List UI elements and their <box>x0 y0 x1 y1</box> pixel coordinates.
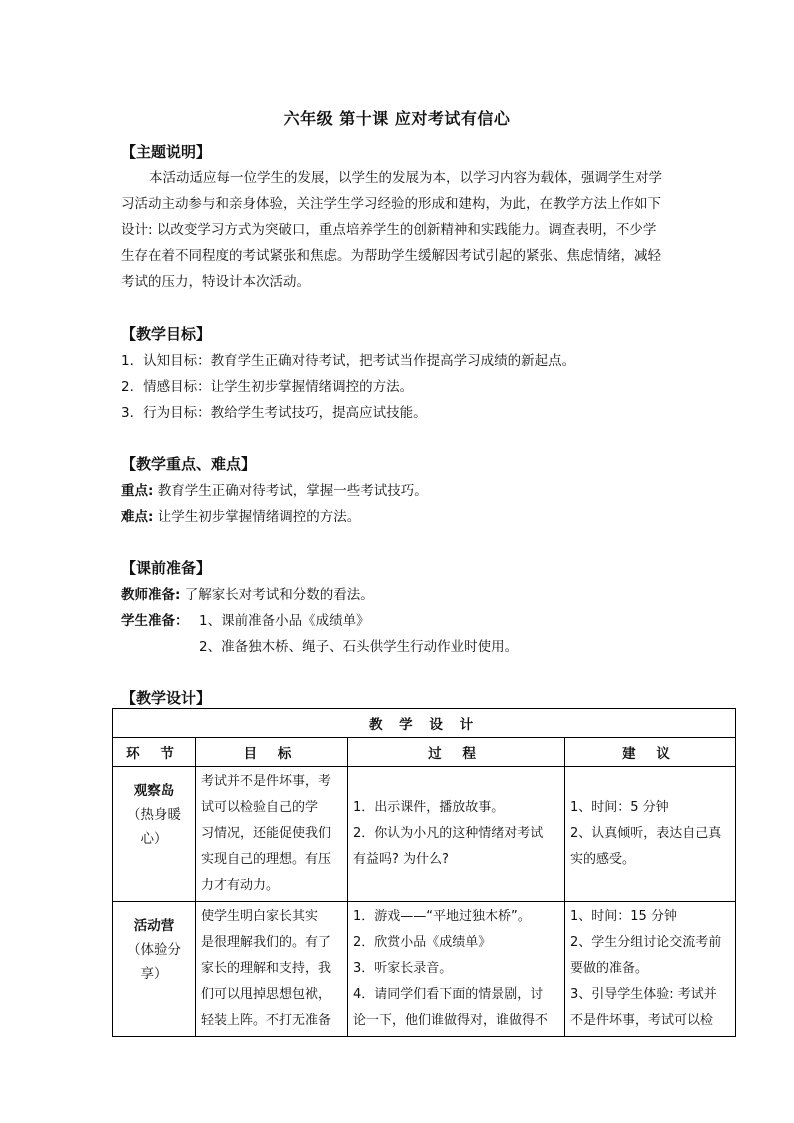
table-row <box>113 902 736 1037</box>
student-prep-item-1: 1、课前准备小品《成绩单》 <box>199 613 370 629</box>
difficulty-label: 难点: <box>121 509 154 525</box>
stage-sub-line: 享） <box>140 966 168 982</box>
process-line: 2．你认为小凡的这种情绪对考试 <box>353 826 544 841</box>
goal-line: 是很理解我们的。有了 <box>201 935 332 950</box>
teacher-prep-label: 教师准备: <box>121 587 181 603</box>
table-row <box>113 767 736 902</box>
theme-line-2: 习活动主动参与和亲身体验，关注学生学习经验的形成和建构，为此，在教学方法上作如下 <box>121 196 661 212</box>
student-prep-label: 学生准备： <box>121 613 189 629</box>
stage-sub-line: （热身暖 <box>127 807 181 823</box>
column-header-stage: 环 节 <box>113 738 196 767</box>
theme-line-4: 生存在着不同程度的考试紧张和焦虑。为帮助学生缓解因考试引起的紧张、焦虑情绪，减轻 <box>121 248 661 264</box>
goal-item-1: 1．认知目标：教育学生正确对待考试，把考试当作提高学习成绩的新起点。 <box>121 353 576 369</box>
advice-cell <box>565 767 736 902</box>
goal-item-2: 2．情感目标：让学生初步掌握情绪调控的方法。 <box>121 379 414 395</box>
teacher-prep-text: 了解家长对考试和分数的看法。 <box>180 587 374 603</box>
advice-line: 2、学生分组讨论交流考前 <box>570 935 722 950</box>
student-prep-item-2: 2、准备独木桥、绳子、石头供学生行动作业时使用。 <box>199 639 519 655</box>
theme-heading: 【主题说明】 <box>121 143 212 161</box>
stage-cell <box>113 902 196 1037</box>
goal-cell <box>196 902 348 1037</box>
page-title: 六年级 第十课 应对考试有信心 <box>283 109 511 128</box>
focus-text: 教育学生正确对待考试，掌握一些考试技巧。 <box>153 483 428 499</box>
column-header-goal: 目 标 <box>196 738 348 767</box>
stage-cell <box>113 767 196 902</box>
stage-name: 活动营 <box>133 918 175 934</box>
student-prep-line <box>121 609 189 629</box>
advice-line: 1、时间：15 分钟 <box>570 909 677 924</box>
process-line: 论一下，他们谁做得对，谁做得不 <box>353 1013 549 1028</box>
process-line: 1．游戏——“平地过独木桥”。 <box>353 909 531 924</box>
advice-line: 要做的准备。 <box>570 961 649 976</box>
theme-line-5: 考试的压力，特设计本次活动。 <box>121 274 310 290</box>
design-table-title: 教 学 设 计 <box>113 709 736 738</box>
difficulty-text: 让学生初步掌握情绪调控的方法。 <box>153 509 361 525</box>
goal-line: 考试并不是件坏事，考 <box>201 774 332 789</box>
advice-line: 2、认真倾听，表达自己真 <box>570 826 722 841</box>
column-header-process: 过 程 <box>348 738 565 767</box>
process-cell <box>348 767 565 902</box>
advice-spacer <box>570 769 730 795</box>
process-cell <box>348 902 565 1037</box>
goal-line: 实现自己的理想。有压 <box>201 852 332 867</box>
process-line: 2．欣赏小品《成绩单》 <box>353 935 492 950</box>
advice-line: 不是件坏事，考试可以检 <box>570 1013 714 1028</box>
design-heading: 【教学设计】 <box>121 689 212 707</box>
advice-line: 3、引导学生体验: 考试并 <box>570 987 717 1002</box>
process-line: 有益吗? 为什么? <box>353 852 449 867</box>
advice-line: 实的感受。 <box>570 852 636 867</box>
theme-line-1: 本活动适应每一位学生的发展，以学生的发展为本，以学习内容为载体，强调学生对学 <box>149 170 662 186</box>
column-header-advice: 建 议 <box>565 738 736 767</box>
goal-line: 们可以甩掉思想包袱， <box>201 987 332 1002</box>
stage-name: 观察岛 <box>133 783 175 799</box>
process-line: 3．听家长录音。 <box>353 961 453 976</box>
goal-cell <box>196 767 348 902</box>
difficulty-line <box>121 505 360 525</box>
focus-label: 重点: <box>121 483 154 499</box>
theme-line-3: 设计: 以改变学习方式为突破口，重点培养学生的创新精神和实践能力。调查表明，不少学 <box>121 222 657 238</box>
goal-line: 习情况，还能促使我们 <box>201 826 332 841</box>
design-table <box>112 708 736 1037</box>
goals-heading: 【教学目标】 <box>121 325 212 343</box>
goal-item-3: 3．行为目标：教给学生考试技巧，提高应试技能。 <box>121 405 427 421</box>
focus-line <box>121 479 428 499</box>
key-points-heading: 【教学重点、难点】 <box>121 455 257 473</box>
goal-line: 试可以检验自己的学 <box>201 800 319 815</box>
advice-cell <box>565 902 736 1037</box>
process-line: 4．请同学们看下面的情景剧，讨 <box>353 987 544 1002</box>
goal-line: 家长的理解和支持，我 <box>201 961 332 976</box>
preparation-heading: 【课前准备】 <box>121 559 212 577</box>
goal-line: 力才有动力。 <box>201 878 280 893</box>
stage-sub-line: 心） <box>140 831 168 847</box>
stage-sub-line: （体验分 <box>127 942 181 958</box>
process-line: 1．出示课件，播放故事。 <box>353 800 505 815</box>
process-spacer <box>353 769 559 795</box>
goal-line: 使学生明白家长其实 <box>201 909 319 924</box>
advice-line: 1、时间：5 分钟 <box>570 800 669 815</box>
goal-line: 轻装上阵。不打无准备 <box>201 1013 332 1028</box>
teacher-prep-line <box>121 583 374 603</box>
